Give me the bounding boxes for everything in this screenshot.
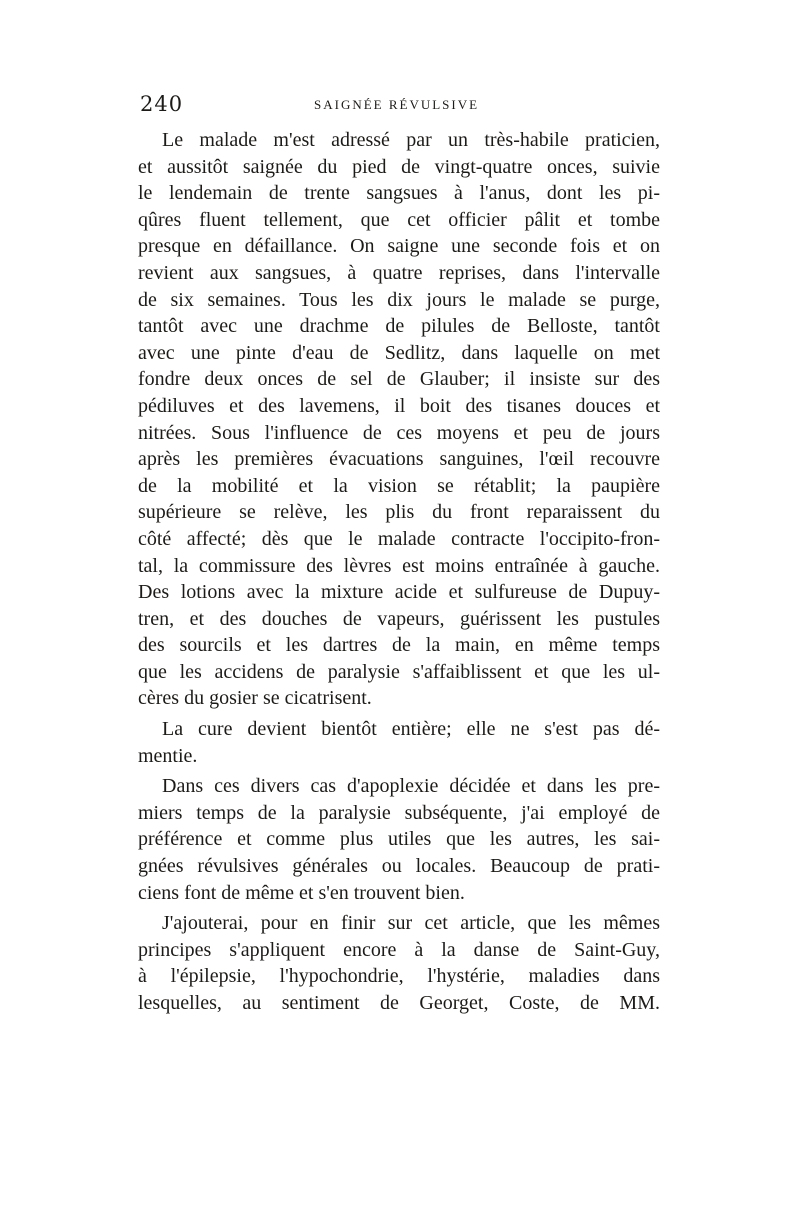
text-line: Dans ces divers cas d'apoplexie décidée et dans les pre- [162,775,660,798]
text-line: cères du gosier se cicatrisent. [138,687,372,710]
paragraph [138,910,660,1016]
text-line: côté affecté; dès que le malade contracte l'occipito-fron- [138,527,660,550]
text-line: supérieure se relève, les plis du front reparaissent du [138,501,660,524]
text-line: tantôt avec une drachme de pilules de Belloste, tantôt [138,315,660,338]
running-title: SAIGNÉE RÉVULSIVE [314,97,480,112]
text-line: miers temps de la paralysie subséquente, j'ai employé de [138,801,660,824]
text-line: de six semaines. Tous les dix jours le malade se purge, [138,288,660,311]
text-line: La cure devient bientôt entière; elle ne s'est pas dé- [162,718,660,741]
text-line: nitrées. Sous l'influence de ces moyens et peu de jours [138,421,660,444]
text-line: revient aux sangsues, à quatre reprises, dans l'intervalle [138,261,660,284]
body-text [138,127,660,1017]
text-line: tren, et des douches de vapeurs, guérissent les pustules [138,607,660,630]
paragraph [138,773,660,906]
text-line: Le malade m'est adressé par un très-habile praticien, [162,129,660,151]
page-header [140,92,660,122]
text-line: ciens font de même et s'en trouvent bien. [138,881,465,904]
paragraph [138,716,660,769]
text-line: le lendemain de trente sangsues à l'anus, dont les pi- [138,182,660,205]
text-line: et aussitôt saignée du pied de vingt-quatre onces, suivie [138,155,660,178]
text-line: gnées révulsives générales ou locales. Beaucoup de prati- [138,855,660,878]
text-line: pédiluves et des lavemens, il boit des tisanes douces et [138,394,660,417]
page-number: 240 [140,92,184,116]
text-line: de la mobilité et la vision se rétablit; la paupière [138,474,660,497]
text-line: lesquelles, au sentiment de Georget, Coste, de MM. [138,992,660,1014]
text-line: que les accidens de paralysie s'affaiblissent et que les ul- [138,660,660,683]
text-line: presque en défaillance. On saigne une seconde fois et on [138,235,660,258]
paragraph [138,127,660,712]
text-line: tal, la commissure des lèvres est moins entraînée à gauche. [138,554,660,577]
text-line: principes s'appliquent encore à la danse de Saint-Guy, [138,938,660,961]
text-line: mentie. [138,744,198,767]
text-line: préférence et comme plus utiles que les autres, les sai- [138,828,660,851]
text-line: avec une pinte d'eau de Sedlitz, dans laquelle on met [138,341,660,364]
text-line: fondre deux onces de sel de Glauber; il insiste sur des [138,368,660,391]
text-line: J'ajouterai, pour en finir sur cet article, que les mêmes [162,912,660,935]
text-line: Des lotions avec la mixture acide et sulfureuse de Dupuy- [138,581,660,604]
text-line: qûres fluent tellement, que cet officier pâlit et tombe [138,208,660,231]
text-line: après les premières évacuations sanguines, l'œil recouvre [138,448,660,471]
text-line: des sourcils et les dartres de la main, en même temps [138,634,660,657]
text-line: à l'épilepsie, l'hypochondrie, l'hystérie, maladies dans [138,965,660,988]
